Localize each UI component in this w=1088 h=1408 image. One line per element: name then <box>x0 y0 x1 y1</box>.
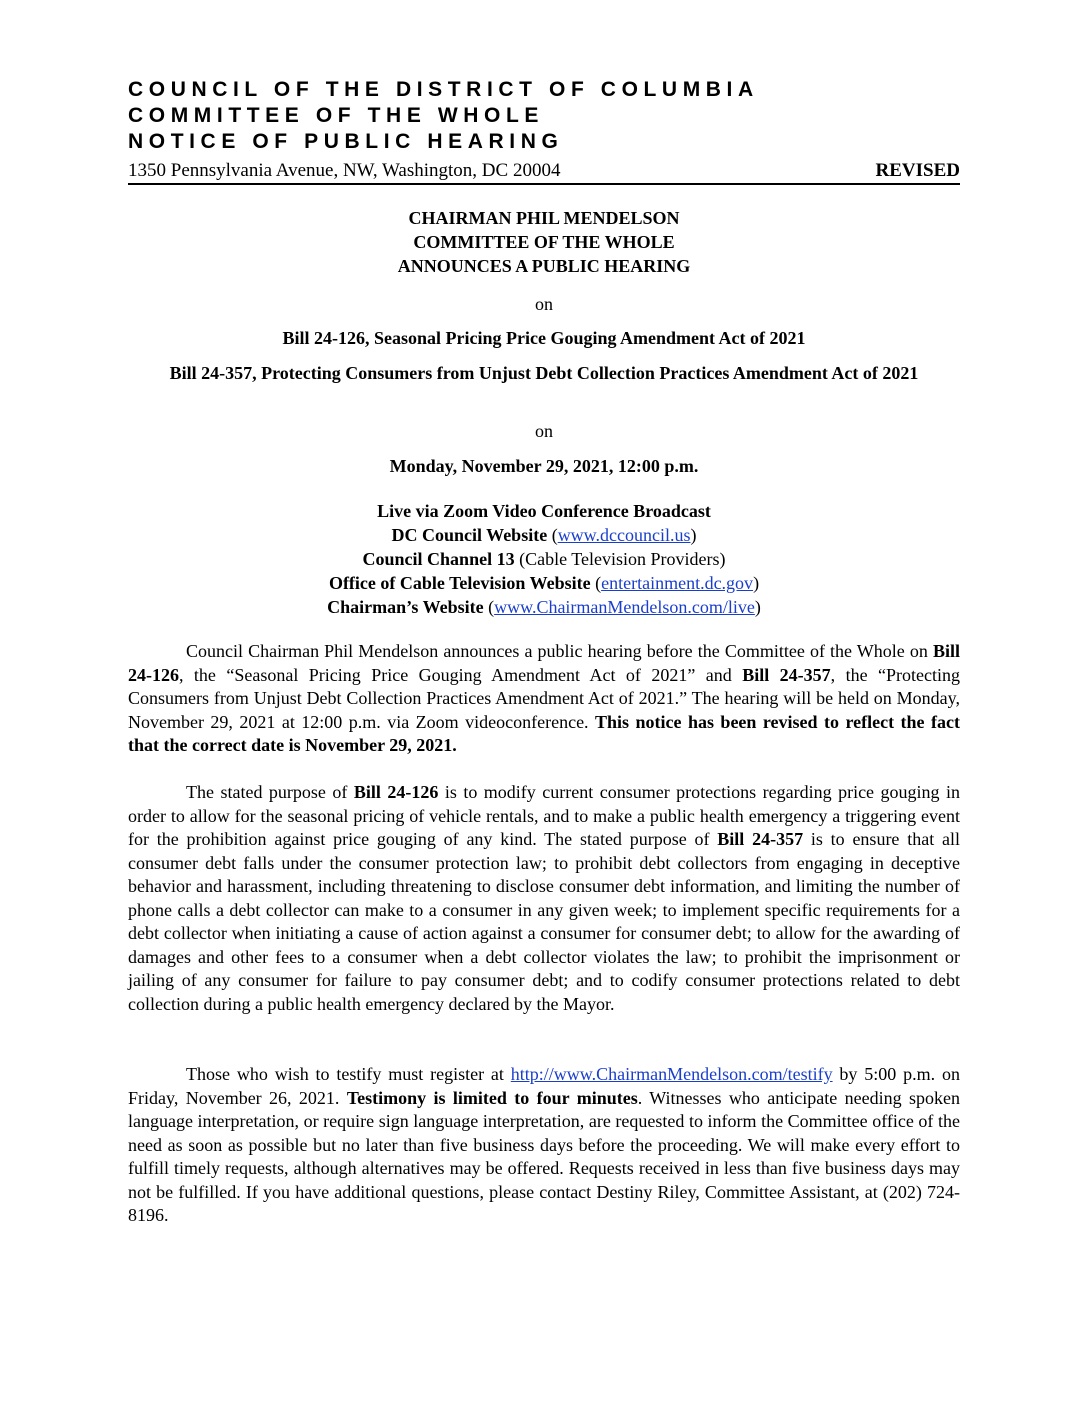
dc-council-website-label: DC Council Website <box>391 525 548 545</box>
oct-website-line: Office of Cable Television Website (entertainment.dc.gov) <box>328 573 760 593</box>
zoom-broadcast: Live via Zoom Video Conference Broadcast <box>377 501 711 521</box>
p2-bill-357: Bill 24-357 <box>717 829 804 849</box>
p1-text-1: Council Chairman Phil Mendelson announces a public hearing before the Committee of the Whole on <box>186 641 933 661</box>
announce-committee: COMMITTEE OF THE WHOLE <box>413 232 675 252</box>
paragraph-announcement <box>128 640 960 758</box>
masthead-council: COUNCIL OF THE DISTRICT OF COLUMBIA <box>128 78 759 101</box>
bill1-title: Bill 24-126, Seasonal Pricing Price Gouging Amendment Act of 2021 <box>282 328 806 348</box>
dc-council-website-line: DC Council Website (www.dccouncil.us) <box>391 525 697 545</box>
masthead <box>128 77 759 155</box>
paragraph-purpose <box>128 781 960 1016</box>
masthead-committee: COMMITTEE OF THE WHOLE <box>128 104 545 127</box>
announce-hearing: ANNOUNCES A PUBLIC HEARING <box>397 256 691 276</box>
council-channel-label: Council Channel 13 <box>362 549 515 569</box>
p2-text-1: The stated purpose of <box>186 782 354 802</box>
masthead-notice: NOTICE OF PUBLIC HEARING <box>128 130 564 153</box>
p1-text-3: , the “Protecting Consumers from Unjust Debt Collection Practices Amendment Act of 2021.” The hearing will be held on Monday, November 29, 2021 at 12:00 p.m. via Zoom videoconference. <box>128 664 960 732</box>
chairman-website-link[interactable]: www.ChairmanMendelson.com/live <box>494 597 755 617</box>
p3-time-limit: Testimony is limited to four minutes <box>346 1087 638 1108</box>
bill2-title: Bill 24-357, Protecting Consumers from Unjust Debt Collection Practices Amendment Act of 2021 <box>169 363 919 383</box>
p3-text-1: Those who wish to testify must register at <box>186 1064 511 1084</box>
paragraph-testimony <box>128 1063 960 1228</box>
oct-website-link[interactable]: entertainment.dc.gov <box>601 573 754 593</box>
p2-text-3: is to ensure that all consumer debt falls under the consumer protection law; to prohibit debt collectors from engaging in deceptive behavior and harassment, including threatening to disclose consumer debt information, and limiting the number of phone calls a debt collector can make to a consumer in any given week; to implement specific requirements for a debt collector when initiating a cause of action against a consumer for consumer debt; to allow for the awarding of damages and other fees to a consumer when a debt collector violates the law; to prohibit the imprisonment or jailing of any consumer for failure to pay consumer debt; and to codify consumer protections related to debt collection during a public health emergency declared by the Mayor. <box>128 829 960 1014</box>
p2-text-2: is to modify current consumer protections regarding price gouging in order to allow for the seasonal pricing of vehicle rentals, and to make a public health emergency a triggering event for the prohibition against price gouging of any kind. The stated purpose of <box>128 782 961 849</box>
p1-bill-126: Bill 24-126 <box>128 641 960 685</box>
announce-chairman: CHAIRMAN PHIL MENDELSON <box>408 208 680 228</box>
chairman-website-label: Chairman’s Website <box>327 597 484 617</box>
p1-revision-note: This notice has been revised to reflect the fact that the correct date is November 29, 2021. <box>128 711 960 755</box>
hearing-datetime: Monday, November 29, 2021, 12:00 p.m. <box>389 456 699 476</box>
announcement-heading <box>128 206 960 278</box>
p3-text-3: . Witnesses who anticipate needing spoken language interpretation, or require sign language interpretation, are requested to inform the Committee office of the need as soon as possible but no later than five business days before the proceeding. We will make every effort to fulfill timely requests, although alternatives may be offered. Requests received in less than five business days may not be fulfilled. If you have additional questions, please contact Destiny Riley, Committee Assistant, at (202) 724-8196. <box>128 1087 960 1225</box>
p1-bill-357: Bill 24-357 <box>742 664 831 685</box>
on-label-2: on <box>535 421 553 441</box>
chairman-website-line: Chairman’s Website (www.ChairmanMendelson.com/live) <box>327 597 761 617</box>
testify-link[interactable]: http://www.ChairmanMendelson.com/testify <box>510 1064 833 1084</box>
revised-label: REVISED <box>875 160 960 181</box>
p2-bill-126: Bill 24-126 <box>353 782 439 802</box>
address-text: 1350 Pennsylvania Avenue, NW, Washington, DC 20004 <box>128 160 561 181</box>
on-label-1: on <box>535 294 553 314</box>
council-channel-note: (Cable Television Providers) <box>519 549 726 569</box>
address-row <box>128 159 960 185</box>
dc-council-website-link[interactable]: www.dccouncil.us <box>557 525 691 545</box>
council-channel-line <box>128 547 960 571</box>
p3-text-2: by 5:00 p.m. on Friday, November 26, 2021. <box>128 1064 960 1108</box>
oct-website-label: Office of Cable Television Website <box>328 573 591 593</box>
p1-text-2: , the “Seasonal Pricing Price Gouging Amendment Act of 2021” and <box>179 664 743 685</box>
broadcast-info <box>128 499 960 619</box>
